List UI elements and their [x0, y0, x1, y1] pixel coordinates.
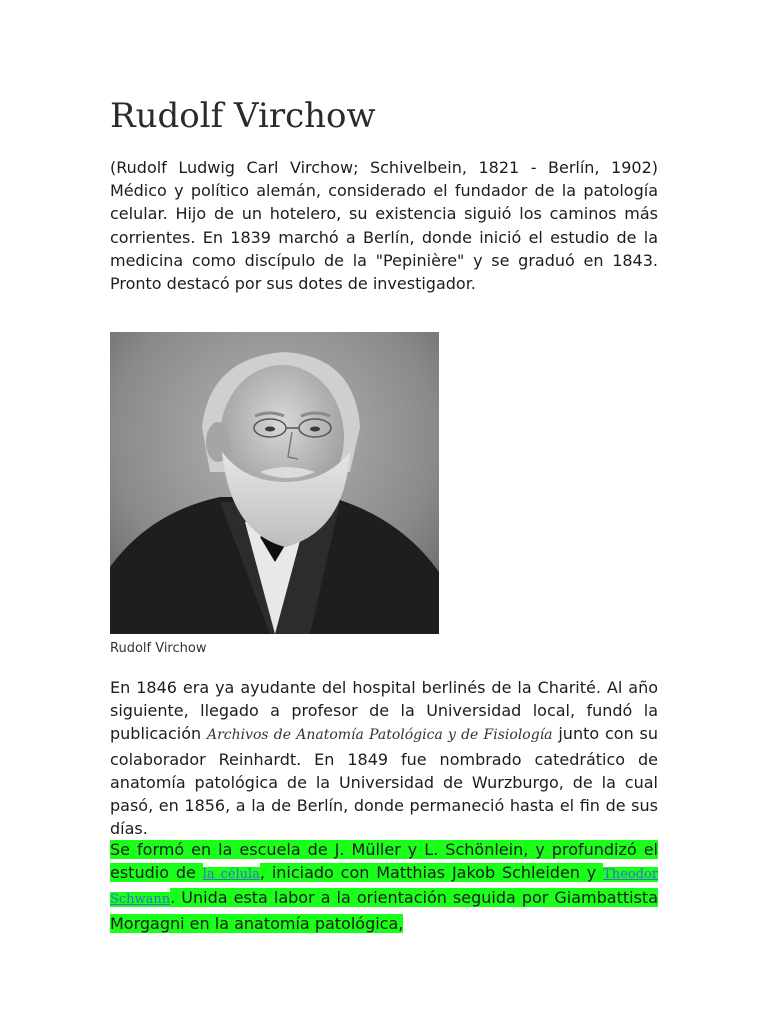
paragraph-highlighted — [110, 838, 658, 935]
link-theodor-schwann[interactable]: Theodor Schwann — [110, 867, 659, 908]
paragraph-charite — [110, 676, 658, 840]
paragraph-text: junto con su colaborador Reinhardt. En 1849 fue nombrado catedrático de anatomía patológica de la Universidad de Wurzburgo, de la cual pasó, en 1856, a la de Berlín, donde permaneció hasta el fin de sus días. — [110, 724, 659, 839]
portrait-image — [110, 332, 439, 634]
highlighted-text: , iniciado con Matthias Jakob Schleiden y — [259, 863, 604, 883]
highlighted-text: Se formó en la escuela de J. Müller y L. Schönlein, y profundizó el estudio de — [110, 840, 658, 883]
image-caption: Rudolf Virchow — [110, 641, 207, 656]
paragraph-text: En 1846 era ya ayudante del hospital berlinés de la Charité. Al año siguiente, llegado a profesor de la Universidad local, fundó la publicación — [110, 678, 658, 744]
highlighted-text: . Unida esta labor a la orientación seguida por Giambattista Morgagni en la anatomía patológica, — [110, 888, 658, 933]
publication-title: Archivos de Anatomía Patológica y de Fisiología — [206, 727, 553, 744]
link-la-celula[interactable]: la célula — [202, 867, 260, 883]
intro-paragraph: (Rudolf Ludwig Carl Virchow; Schivelbein, 1821 - Berlín, 1902) Médico y político alemán, considerado el fundador de la patología celular. Hijo de un hotelero, su existencia siguió los caminos más corrientes. En 1839 marchó a Berlín, donde inició el estudio de la medicina como discípulo de la "Pepinière" y se graduó en 1843. Pronto destacó por sus dotes de investigador. — [110, 158, 658, 294]
page-title: Rudolf Virchow — [110, 96, 376, 136]
